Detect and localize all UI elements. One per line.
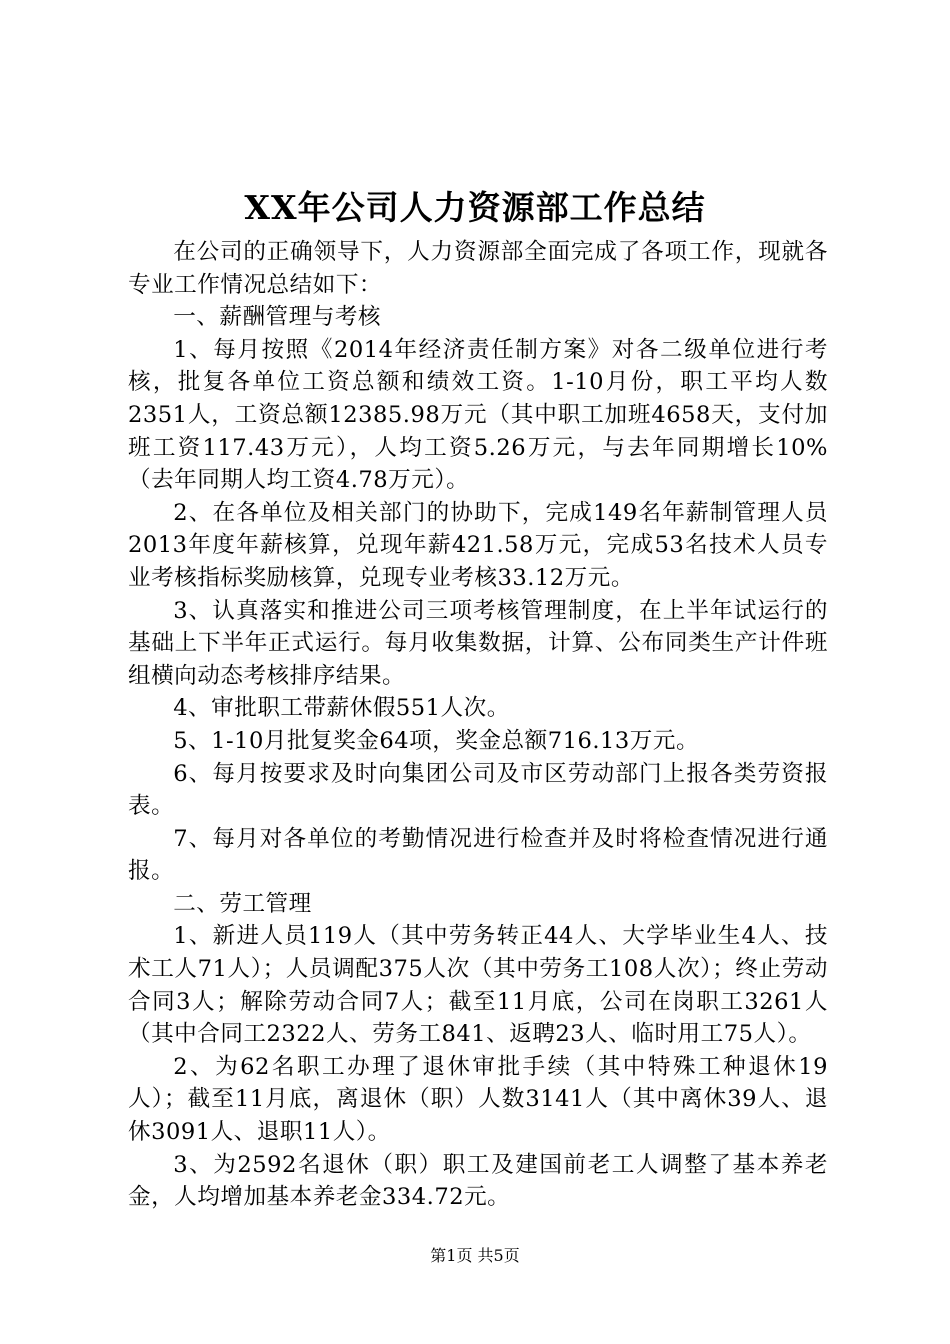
paragraph-salary-7: 7、每月对各单位的考勤情况进行检查并及时将检查情况进行通报。 [128, 825, 828, 885]
paragraph-labor-3: 3、为2592名退休（职）职工及建国前老工人调整了基本养老金，人均增加基本养老金334.72元。 [128, 1151, 828, 1211]
paragraph-intro: 在公司的正确领导下，人力资源部全面完成了各项工作，现就各专业工作情况总结如下： [128, 239, 828, 298]
document-title: XX年公司人力资源部工作总结 [244, 188, 706, 227]
document-body [128, 236, 828, 1214]
paragraph-salary-4: 4、审批职工带薪休假551人次。 [173, 695, 510, 722]
paragraph-salary-5: 5、1-10月批复奖金64项，奖金总额716.13万元。 [173, 727, 700, 754]
paragraph-salary-3: 3、认真落实和推进公司三项考核管理制度，在上半年试运行的基础上下半年正式运行。每月收集数据，计算、公布同类生产计件班组横向动态考核排序结果。 [128, 597, 828, 689]
section-heading-labor: 二、劳工管理 [173, 890, 312, 917]
paragraph-labor-2: 2、为62名职工办理了退休审批手续（其中特殊工种退休19人）；截至11月底，离退休（职）人数3141人（其中离休39人、退休3091人、退职11人）。 [128, 1053, 828, 1146]
section-heading-salary: 一、薪酬管理与考核 [173, 304, 382, 331]
paragraph-salary-6: 6、每月按要求及时向集团公司及市区劳动部门上报各类劳资报表。 [128, 760, 828, 820]
paragraph-salary-2: 2、在各单位及相关部门的协助下，完成149名年薪制管理人员2013年度年薪核算，兑现年薪421.58万元，完成53名技术人员专业考核指标奖励核算，兑现专业考核33.12万元。 [128, 499, 828, 591]
paragraph-labor-1: 1、新进人员119人（其中劳务转正44人、大学毕业生4人、技术工人71人）；人员调配375人次（其中劳务工108人次）；终止劳动合同3人；解除劳动合同7人；截至11月底，公司在岗职工3261人（其中合同工2322人、劳务工841、返聘23人、临时用工75人）。 [128, 923, 828, 1048]
page-footer: 第1页 共5页 [430, 1246, 520, 1265]
paragraph-salary-1: 1、每月按照《2014年经济责任制方案》对各二级单位进行考核，批复各单位工资总额和绩效工资。1-10月份，职工平均人数2351人，工资总额12385.98万元（其中职工加班4658天，支付加班工资117.43万元），人均工资5.26万元，与去年同期增长10%（去年同期人均工资4.78万元）。 [128, 336, 828, 494]
